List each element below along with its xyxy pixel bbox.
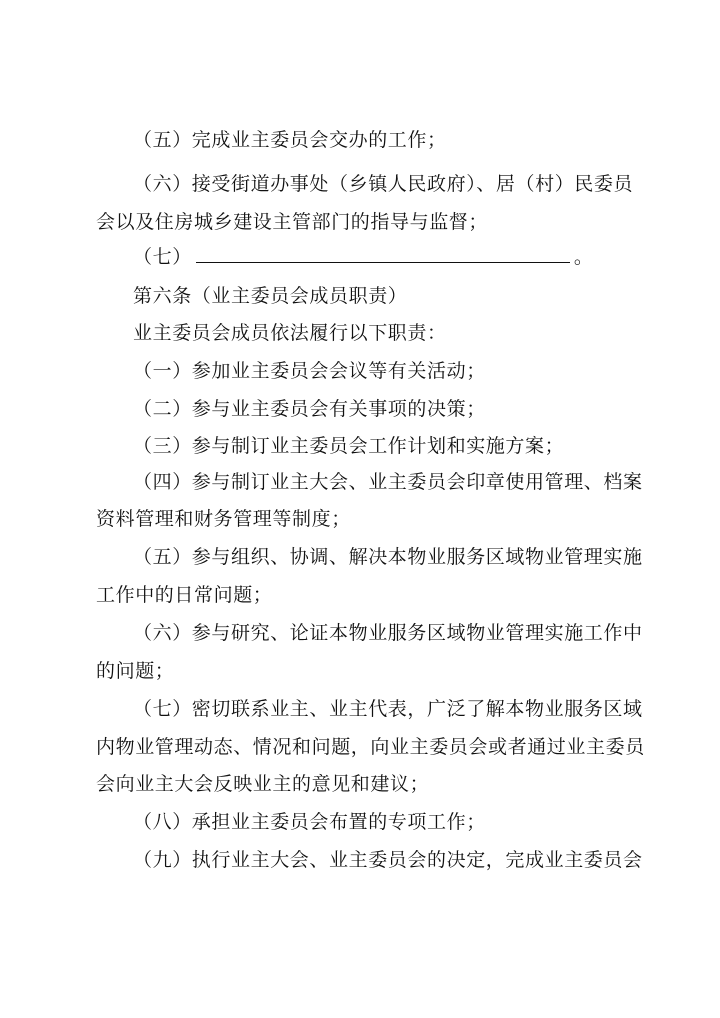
member-duty-3: （三）参与制订业主委员会工作计划和实施方案； <box>133 435 565 457</box>
member-duty-4-line-2: 资料管理和财务管理等制度； <box>96 508 351 530</box>
clause-7-label: （七） <box>133 246 192 268</box>
clause-6-duty-line-1: （六）接受街道办事处（乡镇人民政府）、居（村）民委员 <box>133 173 634 195</box>
member-duty-7-line-1: （七）密切联系业主、业主代表，广泛了解本物业服务区域 <box>133 698 643 720</box>
member-duty-9-line-1: （九）执行业主大会、业主委员会的决定，完成业主委员会 <box>133 849 643 871</box>
member-duty-7-line-3: 会向业主大会反映业主的意见和建议； <box>96 773 430 795</box>
member-duty-5-line-1: （五）参与组织、协调、解决本物业服务区域物业管理实施 <box>133 546 643 568</box>
article-6-heading: 第六条（业主委员会成员职责） <box>133 285 408 307</box>
member-duty-5-line-2: 工作中的日常问题； <box>96 584 273 606</box>
clause-5-duty-text: （五）完成业主委员会交办的工作； <box>133 129 447 151</box>
member-duty-6-line-2: 的问题； <box>96 660 175 682</box>
fill-in-blank-underline[interactable] <box>196 248 570 263</box>
clause-7-period: 。 <box>573 246 594 268</box>
member-duty-6-line-1: （六）参与研究、论证本物业服务区域物业管理实施工作中 <box>133 622 643 644</box>
article-6-intro: 业主委员会成员依法履行以下职责： <box>133 322 447 344</box>
member-duty-8: （八）承担业主委员会布置的专项工作； <box>133 811 486 833</box>
member-duty-4-line-1: （四）参与制订业主大会、业主委员会印章使用管理、档案 <box>133 471 643 493</box>
member-duty-2: （二）参与业主委员会有关事项的决策； <box>133 398 486 420</box>
member-duty-1: （一）参加业主委员会会议等有关活动； <box>133 360 486 382</box>
clause-6-duty-line-2: 会以及住房城乡建设主管部门的指导与监督； <box>96 211 489 233</box>
clause-7-fill-blank <box>133 245 593 269</box>
member-duty-7-line-2: 内物业管理动态、情况和问题，向业主委员会或者通过业主委员 <box>96 736 645 758</box>
